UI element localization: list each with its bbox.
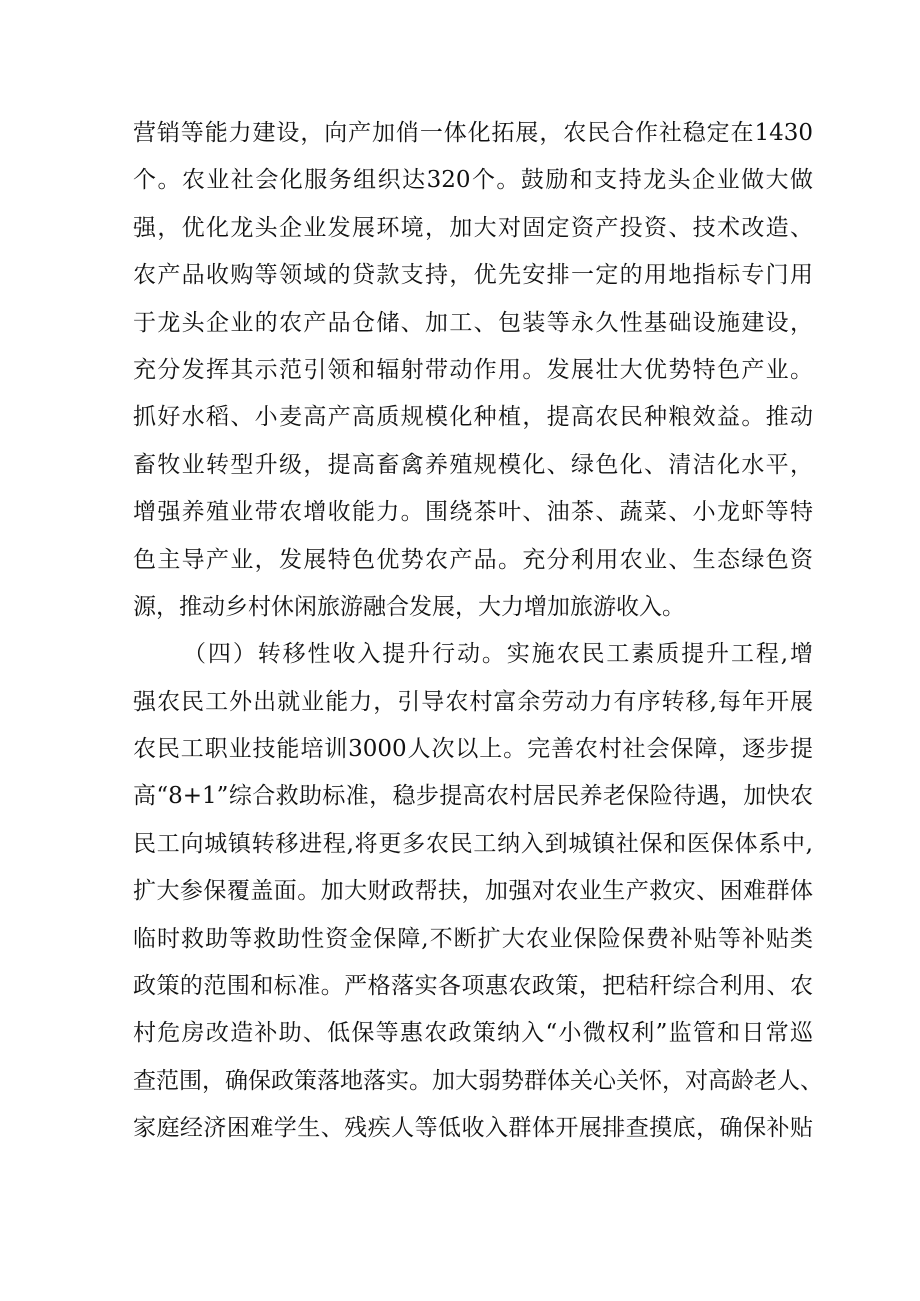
text-line: 抓好水稻、小麦高产高质规模化种植，提高农民种粮效益。推动 — [133, 404, 813, 431]
body-text — [133, 110, 823, 1153]
text-line: 个。农业社会化服务组织达320个。鼓励和支持龙头企业做大做 — [133, 167, 813, 194]
text-line: 于龙头企业的农产品仓储、加工、包装等永久性基础设施建设， — [133, 309, 813, 336]
text-line: 增强养殖业带农增收能力。围绕茶叶、油茶、蔬菜、小龙虾等特 — [133, 499, 813, 526]
text-line: 畜牧业转型升级，提高畜禽养殖规模化、绿色化、清洁化水平， — [133, 451, 813, 478]
text-line: 村危房改造补助、低保等惠农政策纳入“小微权利”监管和日常巡 — [133, 1020, 813, 1047]
text-line: 农产品收购等领域的贷款支持，优先安排一定的用地指标专门用 — [133, 262, 813, 289]
text-line: 民工向城镇转移进程,将更多农民工纳入到城镇社保和医保体系中, — [133, 830, 813, 857]
text-line: 查范围，确保政策落地落实。加大弱势群体关心关怀，对高龄老人、 — [133, 1067, 823, 1094]
text-line: 强，优化龙头企业发展环境，加大对固定资产投资、技术改造、 — [133, 214, 813, 241]
text-line: 色主导产业，发展特色优势农产品。充分利用农业、生态绿色资 — [133, 546, 813, 573]
text-line: 营销等能力建设，向产加俏一体化拓展，农民合作社稳定在1430 — [133, 120, 813, 146]
text-line: （四）转移性收入提升行动。实施农民工素质提升工程,增 — [183, 641, 813, 668]
text-line: 扩大参保覆盖面。加大财政帮扶，加强对农业生产救灾、困难群体 — [133, 878, 813, 905]
text-line: 政策的范围和标准。严格落实各项惠农政策，把秸秆综合利用、农 — [133, 973, 813, 1000]
text-line: 临时救助等救助性资金保障,不断扩大农业保险保费补贴等补贴类 — [133, 925, 813, 952]
text-line: 充分发挥其示范引领和辐射带动作用。发展壮大优势特色产业。 — [133, 356, 813, 383]
text-line: 农民工职业技能培训3000人次以上。完善农村社会保障，逐步提 — [133, 736, 813, 763]
text-line: 高“8+1”综合救助标准，稳步提高农村居民养老保险待遇，加快农 — [133, 783, 813, 810]
text-line: 强农民工外出就业能力，引导农村富余劳动力有序转移,每年开展 — [133, 688, 813, 715]
text-line: 源，推动乡村休闲旅游融合发展，大力增加旅游收入。 — [133, 593, 685, 620]
text-line: 家庭经济困难学生、残疾人等低收入群体开展排查摸底，确保补贴 — [133, 1115, 813, 1142]
